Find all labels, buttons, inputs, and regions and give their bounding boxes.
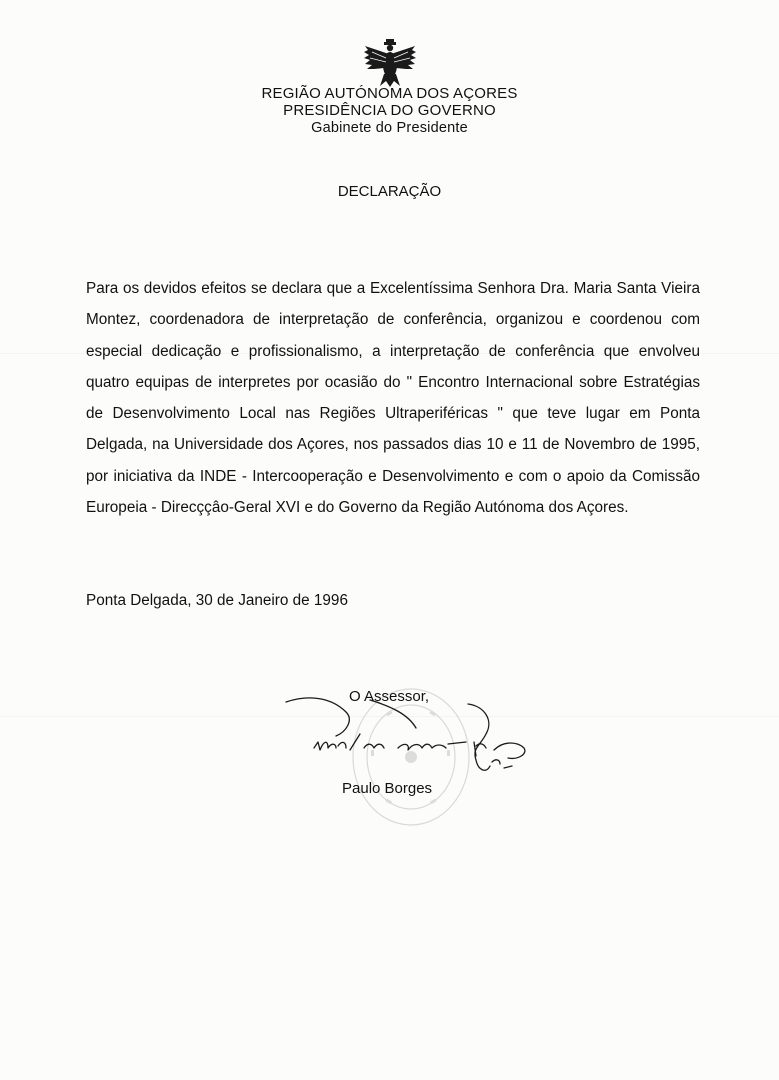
letterhead-region: REGIÃO AUTÓNOMA DOS AÇORES: [261, 85, 518, 102]
place-and-date: Ponta Delgada, 30 de Janeiro de 1996: [86, 592, 348, 609]
letterhead-office: Gabinete do Presidente: [311, 120, 468, 136]
declaration-body: Para os devidos efeitos se declara que a Excelentíssima Senhora Dra. Maria Santa Vieira Montez, coordenadora de interpretação de conferência, organizou e coordenou com especial dedicação e profissionalismo, a interpretação de conferência que envolveu quatro equipas de interpretes por ocasião do " Encontro Internacional sobre Estratégias de Desenvolvimento Local nas Regiões Ultraperiféricas " que teve lugar em Ponta Delgada, na Universidade dos Açores, nos passados dias 10 e 11 de Novembro de 1995, por iniciativa da INDE - Intercooperação e Desenvolvimento e com o apoio da Comissão Europeia - Direcççâo-Geral XVI e do Governo da Região Autónoma dos Açores.: [86, 280, 700, 517]
signer-role: O Assessor,: [349, 688, 430, 705]
signer-name: Paulo Borges: [342, 780, 433, 797]
letterhead-presidency: PRESIDÊNCIA DO GOVERNO: [283, 102, 496, 119]
eagle-emblem-icon: [362, 38, 418, 88]
document-title: DECLARAÇÃO: [337, 183, 442, 200]
